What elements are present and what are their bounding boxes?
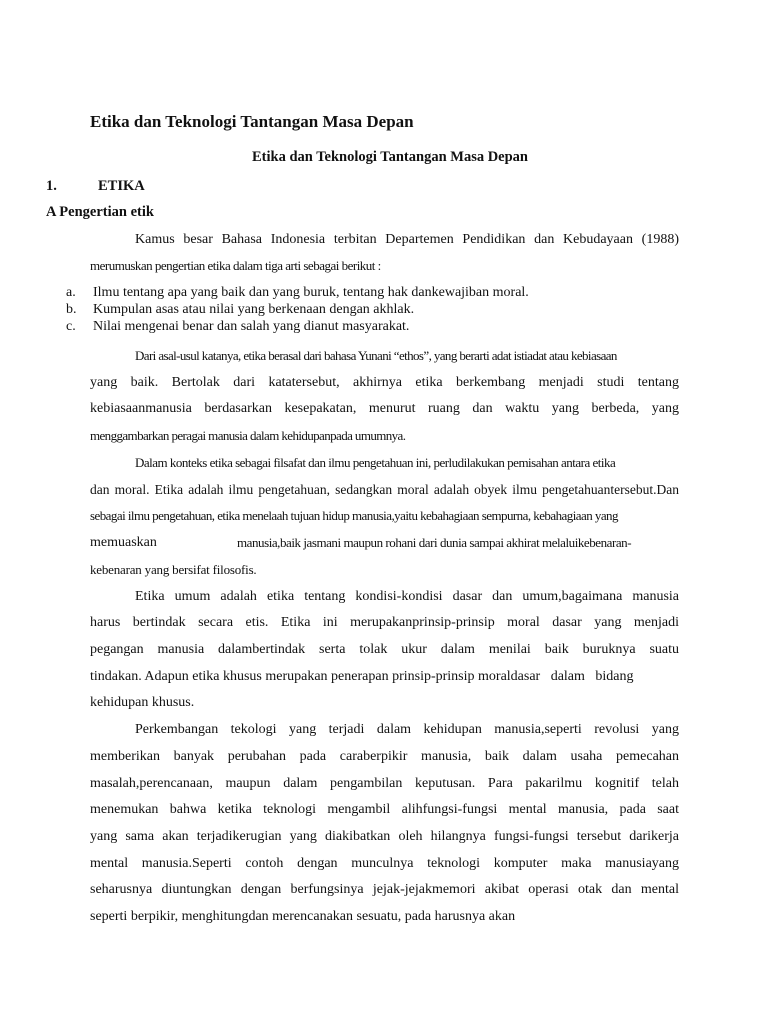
paragraph-line: merumuskan pengertian etika dalam tiga arti sebagai berikut : (90, 258, 381, 273)
paragraph-line: kehidupan khusus. (90, 695, 195, 710)
paragraph-line: Dari asal-usul katanya, etika berasal dari bahasa Yunani “ethos”, yang berarti adat istiadat atau kebiasaan (135, 348, 617, 363)
paragraph-line: masalah,perencanaan, maupun dalam pengambilan keputusan. Para pakarilmu kognitif telah (90, 776, 679, 791)
paragraph-line: yang baik. Bertolak dari katatersebut, akhirnya etika berkembang menjadi studi tentang (90, 375, 679, 390)
list-item (66, 319, 409, 335)
list-text: Ilmu tentang apa yang baik dan yang buruk, tentang hak dankewajiban moral. (93, 285, 529, 300)
list-text: Nilai mengenai benar dan salah yang dianut masyarakat. (93, 319, 410, 334)
paragraph-line: menggambarkan peragai manusia dalam kehidupanpada umumnya. (90, 428, 406, 443)
subsection-heading: A Pengertian etik (46, 204, 154, 220)
paragraph-line: kebiasaanmanusia berdasarkan kesepakatan, menurut ruang dan waktu yang berbeda, yang (90, 401, 679, 416)
section-number: 1. (46, 178, 57, 194)
paragraph-line: tindakan. Adapun etika khusus merupakan penerapan prinsip-prinsip moraldasar dalam bidang (90, 669, 634, 684)
list-marker: c. (66, 319, 76, 334)
section-title: ETIKA (98, 178, 145, 194)
paragraph-line: menemukan bahwa ketika teknologi mengambil alihfungsi-fungsi mental manusia, pada saat (90, 802, 679, 817)
paragraph-line: Perkembangan tekologi yang terjadi dalam kehidupan manusia,seperti revolusi yang (135, 722, 679, 737)
document-title: Etika dan Teknologi Tantangan Masa Depan (90, 112, 414, 131)
paragraph-line: pegangan manusia dalambertindak serta tolak ukur dalam menilai baik buruknya suatu (90, 642, 679, 657)
paragraph-line: Kamus besar Bahasa Indonesia terbitan Departemen Pendidikan dan Kebudayaan (1988) (135, 232, 679, 247)
list-marker: b. (66, 302, 77, 317)
paragraph-line: memberikan banyak perubahan pada caraberpikir manusia, baik dalam usaha pemecahan (90, 749, 679, 764)
paragraph-line: dan moral. Etika adalah ilmu pengetahuan, sedangkan moral adalah obyek ilmu pengetahuantersebut.Dan (90, 482, 679, 497)
paragraph-line: sebagai ilmu pengetahuan, etika menelaah tujuan hidup manusia,yaitu kebahagiaan sempurna, kebahagiaan yang (90, 508, 618, 523)
list-marker: a. (66, 285, 76, 300)
paragraph-line: seperti berpikir, menghitungdan merencanakan sesuatu, pada harusnya akan (90, 909, 516, 924)
paragraph-line: seharusnya diuntungkan dengan berfungsinya jejak-jejakmemori akibat operasi otak dan mental (90, 882, 679, 897)
centered-title: Etika dan Teknologi Tantangan Masa Depan (251, 149, 528, 165)
paragraph-line: Dalam konteks etika sebagai filsafat dan ilmu pengetahuan ini, perludilakukan pemisahan antara etika (135, 455, 616, 470)
paragraph-line: yang sama akan terjadikerugian yang diakibatkan oleh hilangnya fungsi-fungsi tersebut darikerja (90, 829, 679, 844)
paragraph-line: memuaskan (90, 535, 157, 550)
list-item (66, 302, 414, 318)
paragraph-line: Etika umum adalah etika tentang kondisi-kondisi dasar dan umum,bagaimana manusia (135, 589, 679, 604)
list-item (66, 285, 529, 301)
paragraph-line: kebenaran yang bersifat filosofis. (90, 562, 257, 577)
paragraph-line: mental manusia.Seperti contoh dengan munculnya teknologi komputer maka manusiayang (90, 856, 679, 871)
section-heading (46, 178, 145, 195)
paragraph-line: harus bertindak secara etis. Etika ini merupakanprinsip-prinsip moral dasar yang menjadi (90, 615, 679, 630)
list-text: Kumpulan asas atau nilai yang berkenaan dengan akhlak. (93, 302, 415, 317)
paragraph-line: manusia,baik jasmani maupun rohani dari dunia sampai akhirat melaluikebenaran- (237, 535, 632, 550)
